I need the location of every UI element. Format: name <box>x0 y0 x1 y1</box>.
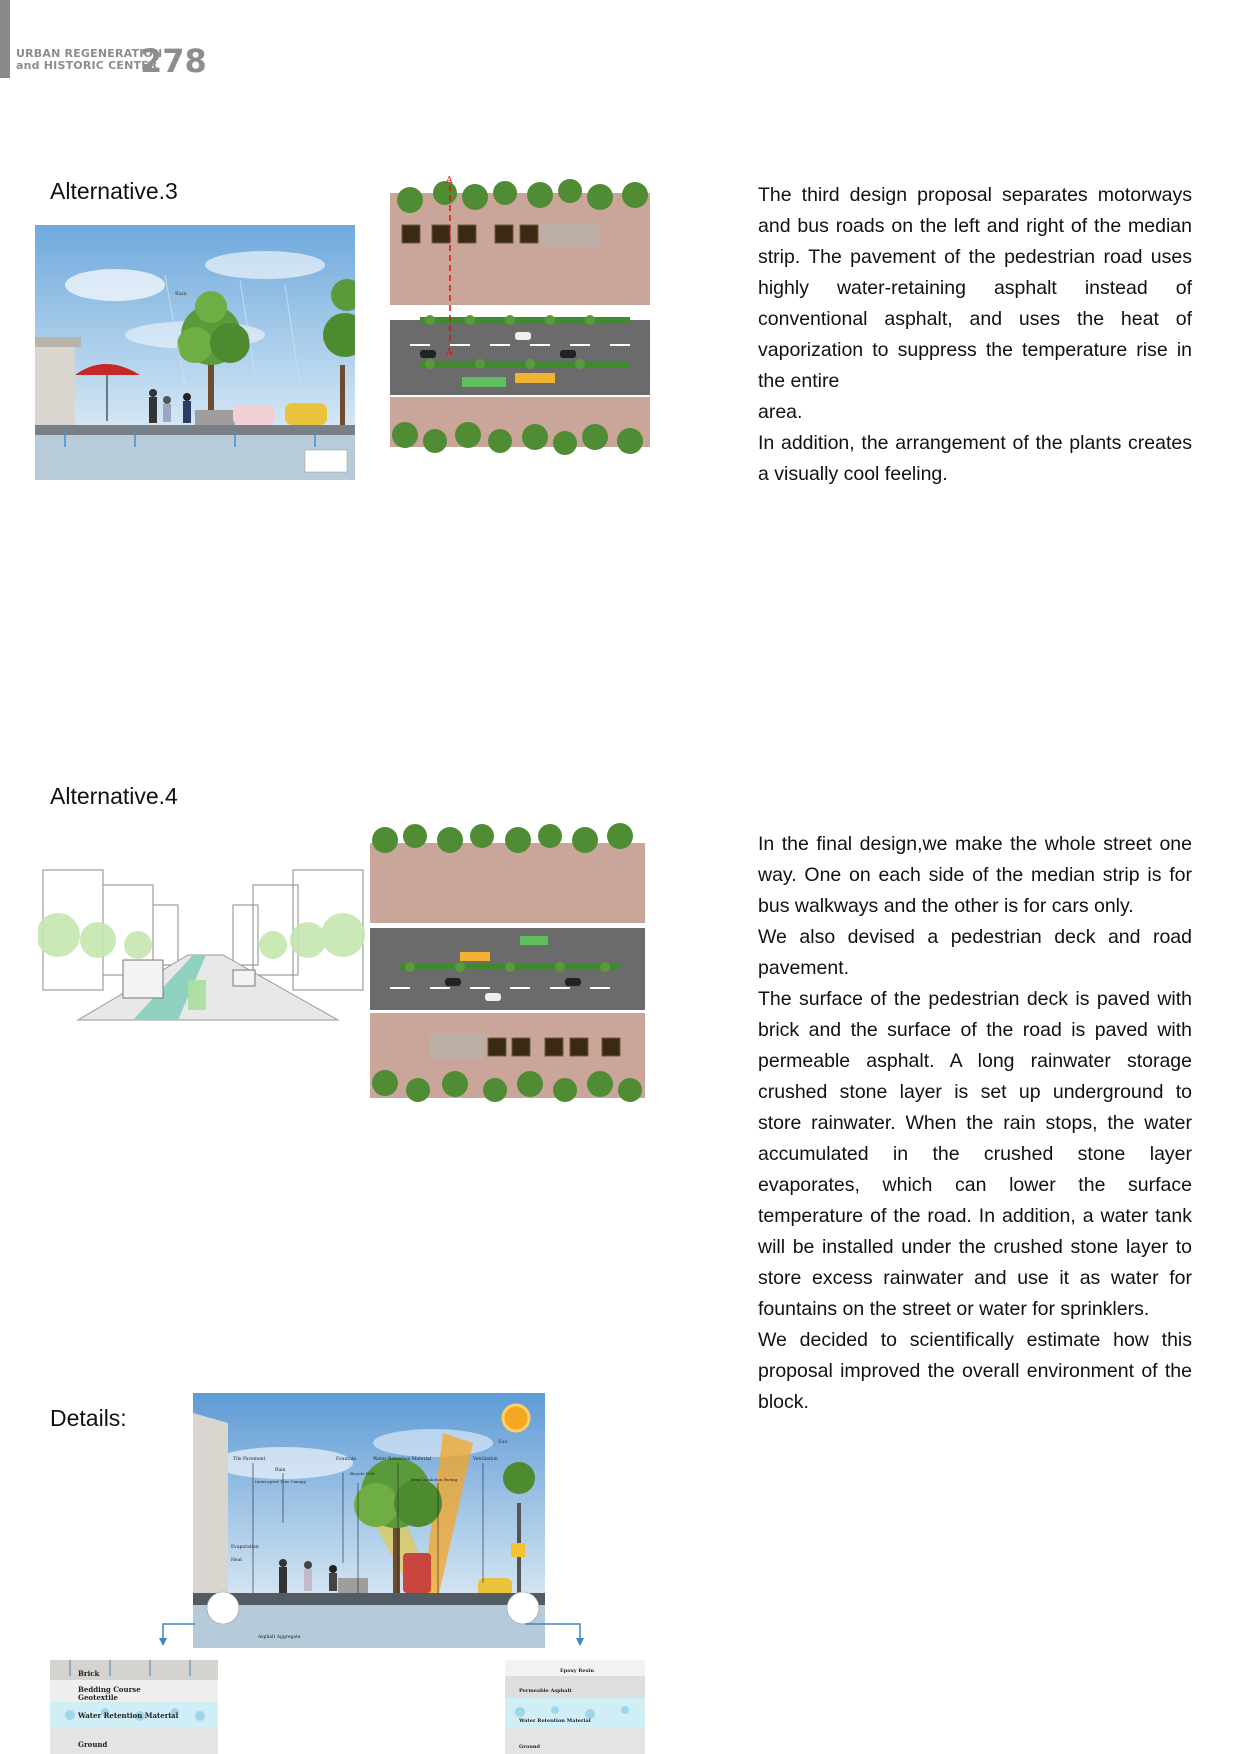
left-layer-ground: Ground <box>78 1740 108 1749</box>
label-ventilation: Ventilation <box>473 1457 498 1462</box>
label-heat-insulation-paving: Heat Insulation Paving <box>411 1477 458 1482</box>
alt3-plan-section-a-bottom: A <box>446 348 453 358</box>
header-title-line2: and HISTORIC CENTER <box>16 59 158 72</box>
label-rain: Rain <box>275 1468 286 1473</box>
alt3-plan-view-image <box>390 145 650 480</box>
details-drainage-arrows <box>155 1618 605 1648</box>
label-fountain: Fountain <box>336 1457 357 1462</box>
label-asphalt-aggregate: Asphalt Aggregate <box>258 1635 301 1640</box>
alt4-paragraph-2: We also devised a pedestrian deck and road pavement. <box>758 926 1192 979</box>
alt4-paragraph-3: The surface of the pedestrian deck is paved with brick and the surface of the road is paved with permeable asphalt. A long rainwater storage crushed stone layer is set up underground to store rainwater. When the rain stops, the water accumulated in the crushed stone layer evaporates, which can lower the surface temperature of the road. In addition, a water tank will be installed under the crushed stone layer to store excess rainwater and use it as water for fountains on the street or water for sprinklers. <box>758 988 1192 1320</box>
page-number: 278 <box>140 42 207 80</box>
alt3-plan-section-a-top: A <box>446 176 453 186</box>
alt4-description <box>758 829 1192 1418</box>
label-water-retention-material: Water Retention Material <box>373 1457 432 1462</box>
label-evaporation: Evaporation <box>231 1545 259 1550</box>
alt3-paragraph-3: In addition, the arrangement of the plants creates a visually cool feeling. <box>758 432 1192 485</box>
left-layer-geotextile: Geotextile <box>78 1693 118 1702</box>
alt3-description <box>758 180 1192 490</box>
alt3-rain-label: Rain <box>175 291 187 297</box>
right-pavement-layer-detail <box>505 1660 645 1754</box>
label-intercepted-tree-canopy: Intercepted Tree Canopy <box>255 1479 306 1484</box>
alt3-title: Alternative.3 <box>50 178 178 204</box>
label-bicycle-path: Bicycle Path <box>350 1471 375 1476</box>
right-layer-ground: Ground <box>519 1744 541 1750</box>
label-tile-pavement: Tile Pavement <box>233 1457 266 1462</box>
left-layer-water-retention: Water Retention Material <box>78 1711 179 1720</box>
alt3-paragraph-1: The third design proposal separates motorways and bus roads on the left and right of the median strip. The pavement of the pedestrian road uses highly water-retaining asphalt instead of conventional asphalt, and uses the heat of vaporization to suppress the temperature rise in the entire <box>758 184 1192 392</box>
alt4-street-perspective-image <box>38 860 368 1025</box>
alt4-plan-view-image <box>370 818 645 1110</box>
label-heat: Heat <box>231 1558 243 1563</box>
header-accent-bar <box>0 0 10 78</box>
alt4-paragraph-1: In the final design,we make the whole street one way. One on each side of the median strip is for bus walkways and the other is for cars only. <box>758 833 1192 917</box>
right-layer-water-retention: Water Retention Material <box>519 1718 591 1724</box>
alt4-paragraph-4: We decided to scientifically estimate how this proposal improved the overall environment of the block. <box>758 1329 1192 1413</box>
right-layer-epoxy-resin: Epoxy Resin <box>560 1668 594 1674</box>
header-title-line1: URBAN REGENERATION <box>16 47 163 60</box>
left-layer-brick: Brick <box>78 1669 100 1678</box>
details-section-diagram <box>193 1393 545 1648</box>
left-layer-bedding-course: Bedding Course <box>78 1685 141 1694</box>
details-title: Details: <box>50 1405 127 1431</box>
alt4-title: Alternative.4 <box>50 783 178 809</box>
alt3-paragraph-2: area. <box>758 401 803 423</box>
alt3-street-section-image <box>35 225 355 480</box>
label-sun: Sun <box>498 1439 508 1445</box>
right-layer-permeable-asphalt: Permeable Asphalt <box>519 1688 572 1694</box>
left-pavement-layer-detail <box>50 1660 218 1754</box>
